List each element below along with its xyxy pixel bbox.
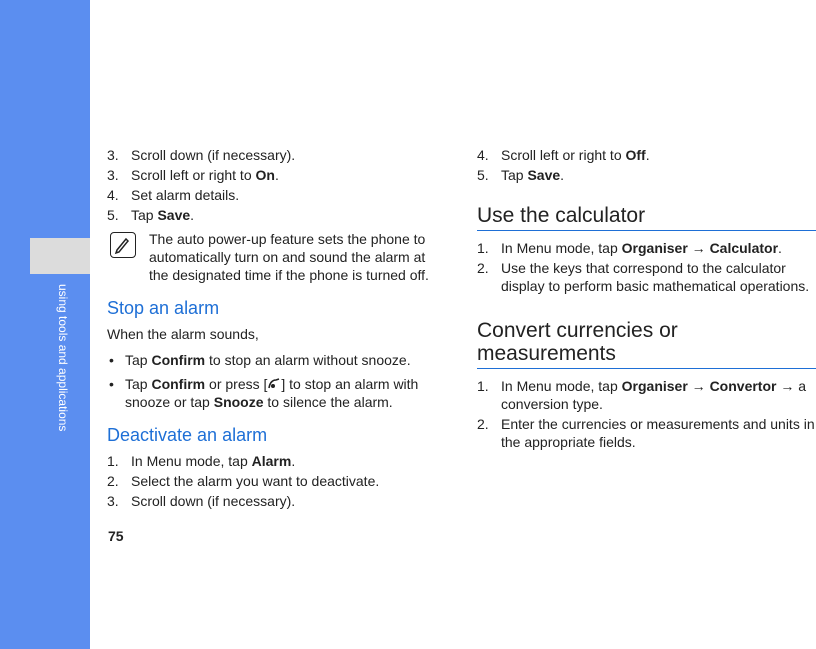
step-text: Scroll down (if necessary).: [131, 493, 296, 509]
step-number: 4.: [477, 147, 489, 163]
pencil-note-icon: [110, 232, 136, 258]
left-column: [107, 146, 439, 512]
step-number: 2.: [107, 473, 119, 489]
page-number: 75: [108, 528, 124, 544]
step-item: [107, 452, 439, 470]
step-number: 2.: [477, 260, 489, 276]
step-number: 1.: [477, 240, 489, 256]
step-number: 1.: [477, 378, 489, 394]
step-keyword: Calculator: [709, 240, 779, 256]
bullet-keyword: Snooze: [213, 394, 264, 410]
step-number: 1.: [107, 453, 119, 469]
step-text: Tap: [131, 207, 158, 223]
bullet-item: [107, 375, 439, 411]
section-title: Use the calculator: [477, 204, 816, 231]
step-item: [107, 146, 439, 164]
step-item: [477, 166, 816, 184]
right-column: [477, 146, 816, 453]
step-text: Tap: [501, 167, 528, 183]
bullet-text: to silence the alarm.: [263, 394, 393, 410]
step-number: 3.: [107, 167, 119, 183]
step-number: 5.: [477, 167, 489, 183]
step-keyword: Organiser: [621, 240, 688, 256]
bullet-text: Tap: [125, 352, 152, 368]
step-text: .: [645, 147, 650, 163]
step-keyword: Organiser: [621, 378, 688, 394]
step-text: .: [291, 453, 296, 469]
bullet-item: [107, 351, 439, 369]
step-item: [107, 166, 439, 184]
step-text: Use the keys that correspond to the calculator display to perform basic mathematical operations.: [501, 260, 810, 294]
step-text: Select the alarm you want to deactivate.: [131, 473, 380, 489]
step-item: [477, 377, 816, 413]
step-keyword: Convertor: [709, 378, 777, 394]
section-title: Convert currencies or measurements: [477, 319, 816, 369]
section-heading: Stop an alarm: [107, 298, 220, 318]
step-text: .: [778, 240, 782, 256]
step-item: [107, 186, 439, 204]
step-number: 5.: [107, 207, 119, 223]
step-item: [477, 415, 816, 451]
arrow-icon: →: [687, 378, 710, 394]
bullet-dot: •: [109, 352, 114, 368]
step-text: In Menu mode, tap: [501, 240, 622, 256]
step-item: [477, 146, 816, 164]
arrow-icon: →: [687, 240, 710, 256]
step-number: 4.: [107, 187, 119, 203]
step-number: 3.: [107, 147, 119, 163]
step-keyword: Save: [527, 167, 561, 183]
section-heading: Deactivate an alarm: [107, 425, 268, 445]
step-text: Scroll left or right to: [131, 167, 256, 183]
side-bar: [0, 0, 90, 649]
step-number: 3.: [107, 493, 119, 509]
step-item: [107, 472, 439, 490]
step-text: .: [190, 207, 195, 223]
step-text: .: [274, 167, 279, 183]
step-text: Scroll down (if necessary).: [131, 147, 296, 163]
step-item: [477, 259, 816, 295]
step-item: [107, 206, 439, 224]
step-keyword: Save: [157, 207, 191, 223]
bullet-dot: •: [109, 376, 114, 392]
bullet-text: Tap: [125, 376, 152, 392]
step-keyword: Alarm: [251, 453, 292, 469]
step-text: → a conversion type.: [501, 378, 807, 412]
step-text: Enter the currencies or measurements and units in the appropriate fields.: [501, 416, 815, 450]
end-key-icon: [267, 377, 281, 391]
section-tab: [30, 238, 90, 274]
step-text: .: [560, 167, 565, 183]
step-keyword: On: [255, 167, 275, 183]
step-item: [477, 239, 816, 257]
step-number: 2.: [477, 416, 489, 432]
step-text: In Menu mode, tap: [131, 453, 252, 469]
step-text: Set alarm details.: [131, 187, 240, 203]
section-label: using tools and applications: [56, 284, 70, 432]
bullet-text: to stop an alarm without snooze.: [205, 352, 411, 368]
note-block: [107, 230, 439, 284]
bullet-text: or press [: [205, 376, 268, 392]
bullet-keyword: Confirm: [151, 352, 206, 368]
bullet-text: ] to stop an alarm with snooze or tap: [125, 376, 419, 410]
note-text: The auto power-up feature sets the phone to automatically turn on and sound the alarm at the designated time if the phone is turned off.: [149, 231, 429, 283]
step-item: [107, 492, 439, 510]
step-text: In Menu mode, tap: [501, 378, 622, 394]
bullet-keyword: Confirm: [151, 376, 206, 392]
paragraph: When the alarm sounds,: [107, 326, 259, 342]
step-text: Scroll left or right to: [501, 147, 626, 163]
step-keyword: Off: [625, 147, 646, 163]
